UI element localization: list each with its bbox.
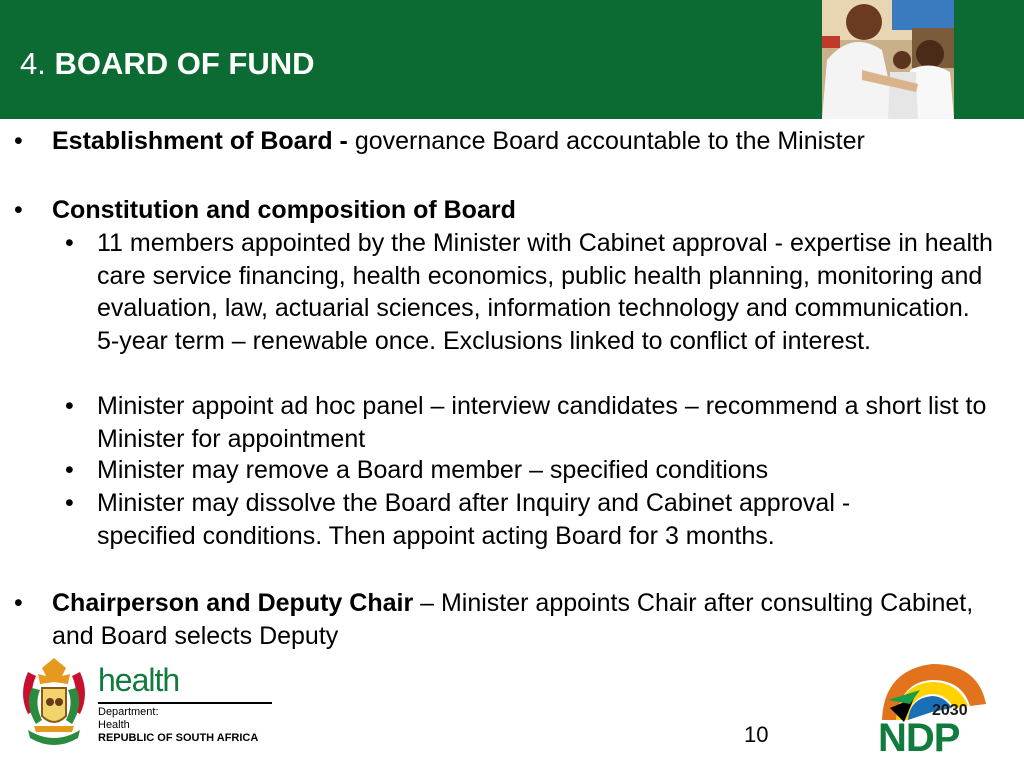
bullet-establishment: • Establishment of Board - governance Board accountable to the Minister bbox=[14, 127, 865, 155]
bullet-establishment-text: governance Board accountable to the Minister bbox=[347, 127, 865, 155]
sub-bullet-remove: • Minister may remove a Board member – specified conditions bbox=[65, 456, 769, 484]
department-health-logo bbox=[14, 654, 284, 754]
sub-bullet-panel-text: Minister appoint ad hoc panel – interview candidates – recommend a short list to Minister for appointment bbox=[97, 392, 987, 453]
bullet-constitution: • Constitution and composition of Board bbox=[14, 196, 516, 224]
sub-bullet-members-text: 11 members appointed by the Minister with Cabinet approval - expertise in health care service financing, health economics, public health planning, monitoring and evaluation, law, actuarial sciences, information technology and communication. 5-year term – renewable once. Exclusions linked to conflict of interest. bbox=[97, 229, 993, 355]
sub-bullet-dissolve: • Minister may dissolve the Board after Inquiry and Cabinet approval - specified conditions. Then appoint acting Board for 3 months. bbox=[65, 489, 851, 550]
title-bar bbox=[0, 0, 1024, 119]
nurse-children-photo bbox=[822, 0, 954, 119]
bullet-constitution-heading: Constitution and composition of Board bbox=[52, 196, 516, 224]
bullet-establishment-heading: Establishment of Board - bbox=[52, 127, 348, 155]
bullet-chairperson-text: – Minister appoints Chair after consulting Cabinet, and Board selects Deputy bbox=[52, 589, 974, 650]
sub-bullet-dissolve-text: Minister may dissolve the Board after Inquiry and Cabinet approval - specified conditions. Then appoint acting Board for 3 months. bbox=[97, 489, 851, 550]
ndp-year: 2030 bbox=[932, 702, 968, 719]
title-text: BOARD OF FUND bbox=[54, 46, 315, 81]
ndp-logo-icon bbox=[874, 660, 990, 760]
bullet-chairperson: • Chairperson and Deputy Chair – Minister appoints Chair after consulting Cabinet, and Board selects Deputy bbox=[14, 589, 974, 650]
sub-bullet-panel: • Minister appoint ad hoc panel – interview candidates – recommend a short list to Minister for appointment bbox=[65, 392, 987, 453]
title-number: 4. bbox=[20, 46, 46, 81]
sa-coat-of-arms-icon bbox=[14, 654, 94, 750]
dept-label: Department: bbox=[98, 706, 159, 718]
page-number: 10 bbox=[744, 722, 769, 747]
bullet-chairperson-heading: Chairperson and Deputy Chair bbox=[52, 589, 414, 617]
wordmark-underline bbox=[98, 702, 272, 704]
sub-bullet-remove-text: Minister may remove a Board member – specified conditions bbox=[97, 456, 769, 484]
dept-name: Health bbox=[98, 719, 130, 731]
slide-title bbox=[20, 46, 315, 82]
ndp-letters: NDP bbox=[878, 716, 960, 760]
health-wordmark: health bbox=[98, 662, 180, 698]
sub-bullet-members: • 11 members appointed by the Minister with Cabinet approval - expertise in health care service financing, health economics, public health planning, monitoring and evaluation, law, actuarial sciences, information technology and communication. 5-year term – renewable once. Exclusions linked to conflict of interest. bbox=[65, 229, 993, 355]
dept-country: REPUBLIC OF SOUTH AFRICA bbox=[98, 732, 259, 744]
